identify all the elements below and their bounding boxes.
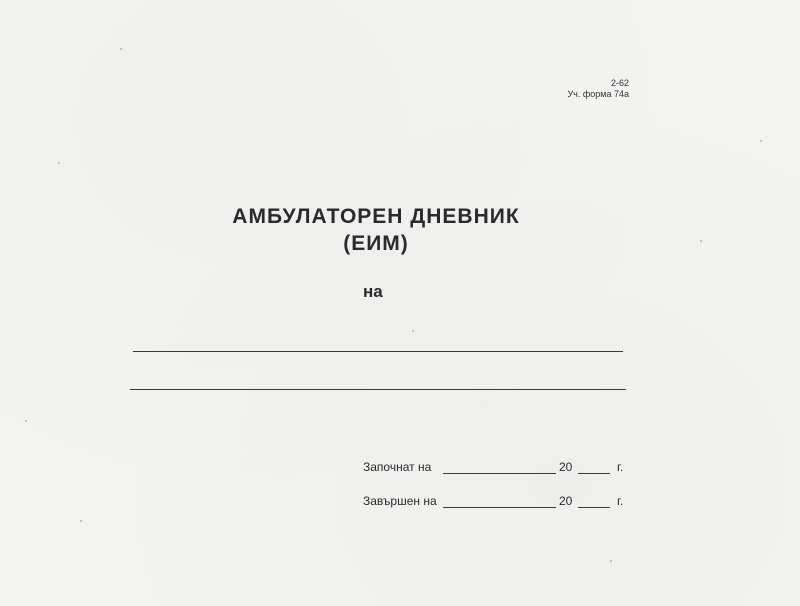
page-title bbox=[0, 203, 752, 257]
finished-year-suffix: г. bbox=[617, 494, 624, 508]
scan-speck bbox=[760, 140, 762, 142]
scan-speck bbox=[25, 420, 27, 422]
started-year-suffix: г. bbox=[617, 460, 624, 474]
finished-label: Завършен на bbox=[363, 494, 437, 508]
scan-speck bbox=[610, 560, 612, 562]
finished-date-row bbox=[363, 494, 643, 510]
started-label: Започнат на bbox=[363, 460, 432, 474]
started-date-blank[interactable] bbox=[443, 473, 556, 474]
started-year-blank[interactable] bbox=[578, 473, 610, 474]
finished-year-prefix: 20 bbox=[559, 494, 573, 508]
scan-speck bbox=[700, 240, 702, 242]
finished-year-blank[interactable] bbox=[578, 507, 610, 508]
started-date-row bbox=[363, 460, 643, 476]
title-line-2: (ЕИМ) bbox=[343, 232, 409, 255]
scan-speck bbox=[412, 330, 414, 332]
name-blank-line-1[interactable] bbox=[133, 351, 623, 352]
name-blank-line-2[interactable] bbox=[130, 389, 626, 390]
started-year-prefix: 20 bbox=[559, 460, 573, 474]
title-line-1: АМБУЛАТОРЕН ДНЕВНИК bbox=[232, 205, 520, 228]
form-code bbox=[567, 78, 629, 100]
form-number: 2-62 bbox=[610, 78, 629, 88]
finished-date-blank[interactable] bbox=[443, 507, 556, 508]
scan-speck bbox=[58, 162, 60, 164]
scan-speck bbox=[80, 520, 82, 522]
scan-speck bbox=[120, 48, 122, 50]
subtitle-na: на bbox=[363, 282, 383, 301]
form-name: Уч. форма 74а bbox=[567, 89, 629, 99]
